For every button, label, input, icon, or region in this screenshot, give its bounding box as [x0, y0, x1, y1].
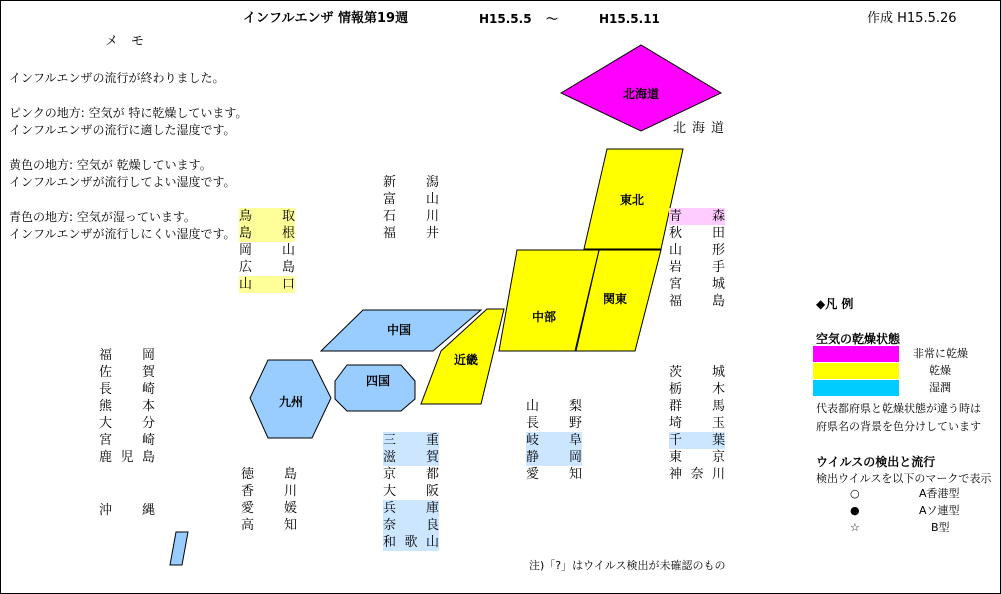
- pref-hyogo: [383, 500, 439, 517]
- pref-char: 鹿: [99, 450, 113, 465]
- pref-yamaguchi: [239, 276, 295, 293]
- pref-char: 島: [711, 294, 725, 309]
- pref-yamanashi: [526, 398, 582, 415]
- pref-char: 鳥: [239, 209, 253, 224]
- pref-char: 石: [383, 209, 397, 224]
- pref-char: 山: [425, 535, 439, 550]
- pref-char: 島: [283, 467, 297, 482]
- pref-char: 馬: [711, 399, 725, 414]
- date-separator: ～: [546, 12, 559, 26]
- pref-char: 都: [425, 467, 439, 482]
- pref-char: 岐: [526, 433, 540, 448]
- pref-toyama: [383, 191, 439, 208]
- pref-char: 富: [383, 192, 397, 207]
- pref-ishikawa: [383, 208, 439, 225]
- legend-swatch-dry: [813, 363, 899, 379]
- pref-kochi: [241, 517, 297, 534]
- pref-iwate: [669, 259, 725, 276]
- legend-label-b: B型: [931, 521, 950, 534]
- pref-char: 川: [711, 467, 725, 482]
- pref-char: 口: [281, 277, 295, 292]
- pref-wakayama: [383, 534, 439, 551]
- pref-hiroshima: [239, 259, 295, 276]
- pref-char: 三: [383, 433, 397, 448]
- pref-shiga: [383, 449, 439, 466]
- memo-line-5: インフルエンザが流行してよい湿度です。: [9, 175, 236, 189]
- pref-char: 児: [120, 450, 134, 465]
- legend-swatch-very-dry: [813, 346, 899, 362]
- date-to: H15.5.11: [599, 12, 660, 26]
- region-label-kinki: 近畿: [453, 353, 479, 367]
- pref-char: 島: [239, 226, 253, 241]
- pref-kagawa: [241, 483, 297, 500]
- pref-ibaraki: [669, 364, 725, 381]
- region-label-kyushu: 九州: [278, 395, 304, 409]
- pref-char: 崎: [141, 433, 155, 448]
- pref-char: 歌: [404, 535, 418, 550]
- pref-char: 分: [141, 416, 155, 431]
- legend-heading: ◆凡 例: [816, 297, 854, 311]
- memo-line-2: ピンクの地方: 空気が 特に乾燥しています。: [9, 106, 248, 120]
- pref-char: 森: [711, 209, 725, 224]
- pref-char: 山: [425, 192, 439, 207]
- pref-char: 山: [526, 399, 540, 414]
- pref-yamagata: [669, 242, 725, 259]
- pref-char: 縄: [141, 503, 155, 518]
- footnote: 注)「?」はウイルス検出が未確認のもの: [529, 559, 726, 572]
- pref-char: 賀: [425, 450, 439, 465]
- date-from: H15.5.5: [479, 12, 532, 26]
- pref-char: 長: [526, 416, 540, 431]
- pref-char: 山: [669, 243, 683, 258]
- pref-char: 群: [669, 399, 683, 414]
- pref-mie: [383, 432, 439, 449]
- pref-kyoto: [383, 466, 439, 483]
- pref-char: 山: [281, 243, 295, 258]
- pref-char: 葉: [711, 433, 725, 448]
- memo-line-3: インフルエンザの流行に適した湿度です。: [9, 123, 236, 137]
- pref-char: 宮: [99, 433, 113, 448]
- pref-char: 和: [383, 535, 397, 550]
- pref-gifu: [526, 432, 582, 449]
- pref-char: 長: [99, 382, 113, 397]
- pref-char: 宮: [669, 277, 683, 292]
- pref-char: 取: [281, 209, 295, 224]
- pref-char: 山: [239, 277, 253, 292]
- region-shikoku: [335, 365, 415, 411]
- legend-note-2: 府県名の背景を色分けしています: [816, 420, 981, 433]
- pref-kumamoto: [99, 398, 155, 415]
- pref-char: 岡: [141, 348, 155, 363]
- pref-char: 大: [383, 484, 397, 499]
- legend-label-very-dry: 非常に乾燥: [913, 347, 968, 360]
- pref-char: 形: [711, 243, 725, 258]
- pref-char: 城: [711, 365, 725, 380]
- pref-char: 阜: [568, 433, 582, 448]
- pref-char: 庫: [425, 501, 439, 516]
- pref-char: 重: [425, 433, 439, 448]
- pref-gunma: [669, 398, 725, 415]
- pref-char: 良: [425, 518, 439, 533]
- pref-char: 奈: [383, 518, 397, 533]
- memo-line-7: インフルエンザが流行しにくい湿度です。: [9, 227, 236, 241]
- memo-line-1: インフルエンザの流行が終わりました。: [9, 71, 225, 85]
- region-okinawa: [170, 532, 188, 565]
- pref-char: 野: [568, 416, 582, 431]
- pref-char: 城: [711, 277, 725, 292]
- legend-label-a-hk: A香港型: [919, 487, 960, 500]
- pref-char: 川: [283, 484, 297, 499]
- pref-char: 徳: [241, 467, 255, 482]
- pref-char: 秋: [669, 226, 683, 241]
- pref-akita: [669, 225, 725, 242]
- pref-char: 岡: [239, 243, 253, 258]
- pref-char: 井: [425, 226, 439, 241]
- pref-char: 青: [669, 209, 683, 224]
- pref-char: 阪: [425, 484, 439, 499]
- pref-okinawa: [99, 502, 155, 519]
- pref-tokushima: [241, 466, 297, 483]
- created-date: 作成 H15.5.26: [867, 11, 957, 26]
- pref-char: 川: [425, 209, 439, 224]
- pref-tottori: [239, 208, 295, 225]
- memo-line-4: 黄色の地方: 空気が 乾燥しています。: [9, 158, 212, 172]
- pref-okayama: [239, 242, 295, 259]
- pref-char: 知: [283, 518, 297, 533]
- legend-virus-sub: 検出ウイルスを以下のマークで表示: [816, 472, 992, 485]
- pref-fukuoka: [99, 347, 155, 364]
- pref-tokyo: [669, 449, 725, 466]
- pref-aichi: [526, 466, 582, 483]
- pref-char: 香: [241, 484, 255, 499]
- pref-char: 熊: [99, 399, 113, 414]
- pref-char: 滋: [383, 450, 397, 465]
- pref-char: 岡: [568, 450, 582, 465]
- pref-char: 愛: [526, 467, 540, 482]
- pref-char: 東: [669, 450, 683, 465]
- pref-shizuoka: [526, 449, 582, 466]
- pref-char: 梨: [568, 399, 582, 414]
- region-label-hokkaido: 北海道: [622, 87, 660, 101]
- region-label-shikoku: 四国: [365, 374, 391, 388]
- pref-char: 佐: [99, 365, 113, 380]
- pref-char: 田: [711, 226, 725, 241]
- pref-char: 広: [239, 260, 253, 275]
- legend-label-dry: 乾燥: [929, 364, 951, 377]
- pref-saitama: [669, 415, 725, 432]
- circle-open-icon: ○: [850, 487, 860, 500]
- pref-char: 知: [568, 467, 582, 482]
- pref-hokkaido: 北海道: [673, 121, 731, 136]
- pref-fukui: [383, 225, 439, 242]
- pref-char: 神: [669, 467, 683, 482]
- pref-aomori: [669, 208, 725, 225]
- pref-saga: [99, 364, 155, 381]
- pref-char: 新: [383, 175, 397, 190]
- pref-kagoshima: [99, 449, 155, 466]
- pref-char: 茨: [669, 365, 683, 380]
- pref-char: 玉: [711, 416, 725, 431]
- pref-char: 奈: [690, 467, 704, 482]
- legend-humidity-title: 空気の乾燥状態: [816, 332, 901, 346]
- legend-virus-title: ウイルスの検出と流行: [816, 455, 936, 469]
- pref-nara: [383, 517, 439, 534]
- pref-char: 賀: [141, 365, 155, 380]
- memo-line-6: 青色の地方: 空気が湿っています。: [9, 210, 196, 224]
- pref-char: 媛: [283, 501, 297, 516]
- pref-niigata: [383, 174, 439, 191]
- pref-char: 栃: [669, 382, 683, 397]
- pref-char: 兵: [383, 501, 397, 516]
- pref-shimane: [239, 225, 295, 242]
- region-label-tohoku: 東北: [619, 193, 645, 207]
- pref-char: 本: [141, 399, 155, 414]
- star-icon: ☆: [850, 521, 860, 534]
- pref-char: 岩: [669, 260, 683, 275]
- pref-oita: [99, 415, 155, 432]
- pref-nagano: [526, 415, 582, 432]
- pref-ehime: [241, 500, 297, 517]
- pref-char: 福: [669, 294, 683, 309]
- pref-fukushima: [669, 293, 725, 310]
- memo-heading: メ モ: [105, 34, 145, 49]
- pref-char: 千: [669, 433, 683, 448]
- region-label-kanto: 関東: [602, 292, 628, 306]
- pref-char: 根: [281, 226, 295, 241]
- pref-tochigi: [669, 381, 725, 398]
- pref-char: 大: [99, 416, 113, 431]
- pref-char: 京: [711, 450, 725, 465]
- pref-char: 沖: [99, 503, 113, 518]
- pref-char: 高: [241, 518, 255, 533]
- legend-label-a-soviet: Aソ連型: [919, 504, 960, 517]
- legend-swatch-humid: [813, 380, 899, 396]
- legend-label-humid: 湿潤: [929, 381, 951, 394]
- pref-char: 福: [383, 226, 397, 241]
- page-title: インフルエンザ 情報第19週: [243, 11, 409, 26]
- pref-char: 崎: [141, 382, 155, 397]
- circle-filled-icon: ●: [850, 504, 860, 517]
- pref-char: 愛: [241, 501, 255, 516]
- region-label-chugoku: 中国: [386, 323, 412, 337]
- pref-char: 埼: [669, 416, 683, 431]
- pref-char: 木: [711, 382, 725, 397]
- region-label-chubu: 中部: [531, 310, 557, 324]
- legend-note-1: 代表都府県と乾燥状態が違う時は: [816, 402, 981, 415]
- pref-miyazaki: [99, 432, 155, 449]
- pref-char: 静: [526, 450, 540, 465]
- pref-kanagawa: [669, 466, 725, 483]
- pref-char: 福: [99, 348, 113, 363]
- pref-char: 潟: [425, 175, 439, 190]
- pref-chiba: [669, 432, 725, 449]
- pref-char: 島: [281, 260, 295, 275]
- pref-nagasaki: [99, 381, 155, 398]
- pref-char: 手: [711, 260, 725, 275]
- pref-char: 島: [141, 450, 155, 465]
- pref-miyagi: [669, 276, 725, 293]
- pref-osaka: [383, 483, 439, 500]
- pref-char: 京: [383, 467, 397, 482]
